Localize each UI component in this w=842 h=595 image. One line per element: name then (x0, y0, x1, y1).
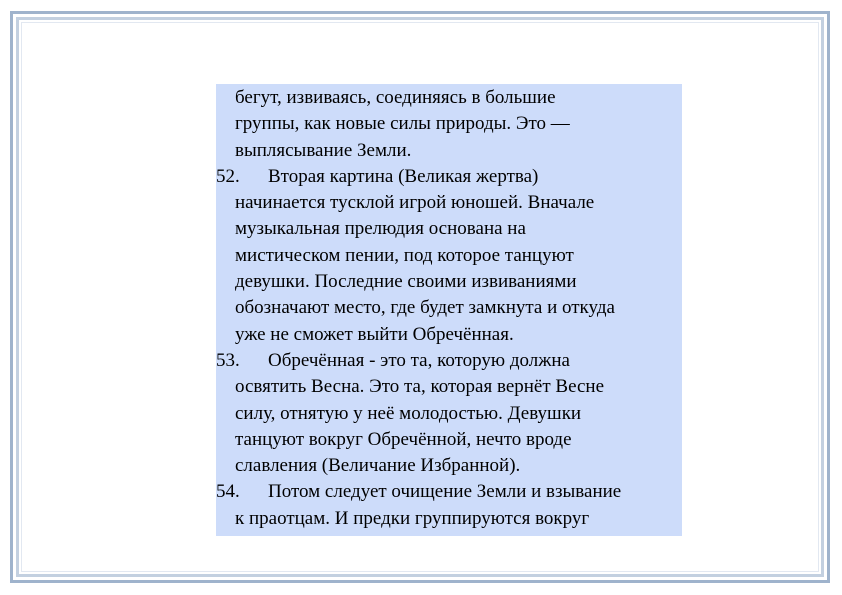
text-line: освятить Весна. Это та, которая вернёт Весне (235, 376, 605, 398)
text-line: Потом следует очищение Земли и взывание (268, 481, 622, 503)
paragraph-continuation (216, 85, 682, 164)
paragraph-number: 53. (216, 349, 240, 371)
paragraph-number: 52. (216, 165, 240, 187)
text-line: силу, отнятую у неё молодостью. Девушки (235, 402, 582, 424)
text-line: музыкальная прелюдия основана на (235, 218, 526, 240)
text-line: Вторая картина (Великая жертва) (268, 165, 539, 187)
paragraph-54 (216, 479, 682, 532)
text-line: обозначают место, где будет замкнута и откуда (235, 297, 615, 319)
text-line: к праотцам. И предки группируются вокруг (235, 507, 590, 529)
text-line: уже не сможет выйти Обречённая. (235, 323, 514, 345)
text-line: танцуют вокруг Обречённой, нечто вроде (235, 428, 572, 450)
paragraph-number: 54. (216, 481, 240, 503)
text-line: славления (Величание Избранной). (235, 455, 521, 477)
text-line: бегут, извиваясь, соединяясь в большие (235, 87, 556, 108)
paragraph-52 (216, 164, 682, 348)
text-line: Обречённая - это та, которую должна (268, 349, 570, 371)
text-box (216, 84, 682, 536)
text-line: девушки. Последние своими извиваниями (235, 271, 577, 293)
text-line: мистическом пении, под которое танцуют (235, 244, 574, 266)
text-line: выплясывание Земли. (235, 139, 412, 161)
paragraph-53 (216, 348, 682, 479)
text-line: группы, как новые силы природы. Это — (235, 113, 570, 135)
text-line: начинается тусклой игрой юношей. Вначале (235, 192, 595, 214)
